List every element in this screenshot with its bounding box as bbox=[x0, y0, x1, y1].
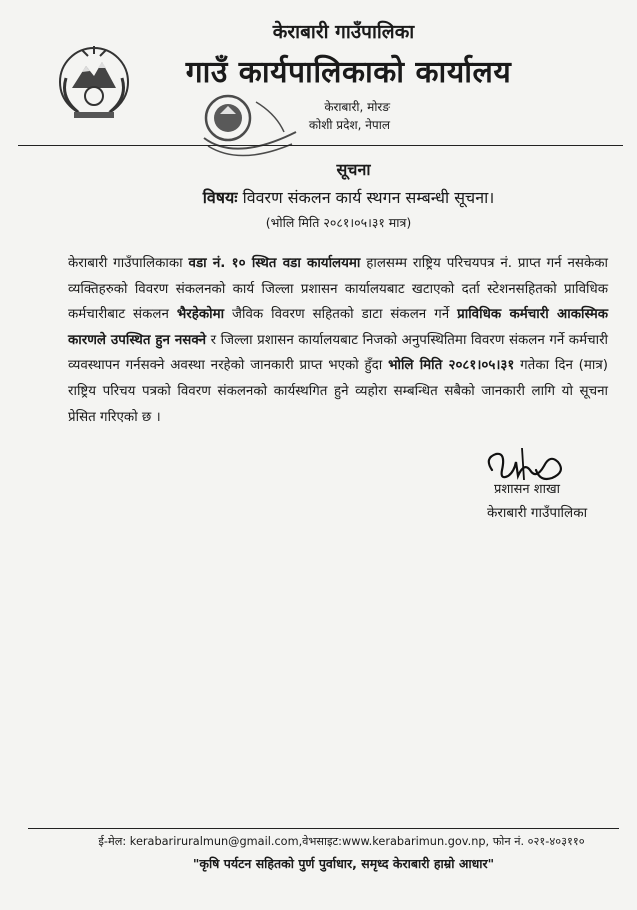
office-stamp-icon bbox=[196, 92, 306, 164]
office-address bbox=[292, 98, 390, 134]
subject-text: विवरण संकलन कार्य स्थगन सम्बन्धी सूचना। bbox=[242, 188, 495, 207]
header-divider bbox=[18, 145, 623, 146]
body-part-5: गतेका दिन (मात्र) राष्ट्रिय परिचय पत्रको विवरण संकलनको कार्यस्थगित हुने व्यहोरा सम्बन्धित सबैको जानकारी लागि यो सूचना प्रेसित गरिएको छ । bbox=[68, 358, 608, 425]
address-line-2: कोशी प्रदेश, नेपाल bbox=[308, 118, 390, 132]
municipality-name: केराबारी गाउँपालिका bbox=[272, 21, 415, 43]
footer-slogan: "कृषि पर्यटन सहितको पुर्ण पुर्वाधार, समृध्द केराबारी हाम्रो आधार" bbox=[192, 856, 495, 871]
footer-divider bbox=[28, 828, 619, 829]
notice-heading: सूचना bbox=[336, 160, 371, 179]
address-line-1: केराबारी, मोरङ bbox=[324, 100, 390, 114]
notice-subject bbox=[0, 186, 637, 208]
body-bold-2: भैरहेकोमा bbox=[176, 307, 225, 323]
signatory-municipality: केराबारी गाउँपालिका bbox=[487, 505, 588, 521]
body-part-2: हालसम्म राष्ट्रिय परिचयपत्र नं. प्राप्त गर्न नसकेका व्यक्तिहरुको विवरण संकलनको कार्य जिल्ला प्रशासन कार्यालयबाट खटाएको दर्ता स्टेशनसहितको प्राविधिक कर्मचारीबाट संकलन bbox=[68, 256, 608, 323]
notice-body bbox=[68, 251, 608, 430]
body-part-3: जैविक विवरण सहितको डाटा संकलन गर्ने bbox=[224, 307, 458, 323]
body-part-1: केराबारी गाउँपालिकाका bbox=[68, 256, 189, 271]
body-part-4: र जिल्ला प्रशासन कार्यालयबाट निजको अनुपस्थितिमा विवरण संकलन गर्ने कर्मचारी व्यवस्थापन गर्नसक्ने अवस्था नरहेको जानकारी प्राप्त भएको हुँदा bbox=[68, 332, 609, 374]
signatory-office: प्रशासन शाखा bbox=[494, 482, 560, 497]
subject-label: विषयः bbox=[202, 188, 238, 207]
body-bold-4: भोलि मिति २०८१।०५।३१ bbox=[388, 358, 515, 374]
office-title: गाउँ कार्यपालिकाको कार्यालय bbox=[185, 55, 512, 90]
date-note: (भोलि मिति २०८१।०५।३१ मात्र) bbox=[265, 215, 412, 230]
body-bold-1: वडा नं. १० स्थित वडा कार्यालयमा bbox=[188, 256, 361, 271]
body-bold-3: प्राविधिक कर्मचारी आकस्मिक कारणले उपस्थित हुन नसक्ने bbox=[68, 307, 608, 348]
footer-contact: ई-मेल: kerabariruralmun@gmail.com,वेभसाइट:www.kerabarimun.gov.np, फोन नं. ०२१-४०३११० bbox=[98, 835, 585, 848]
